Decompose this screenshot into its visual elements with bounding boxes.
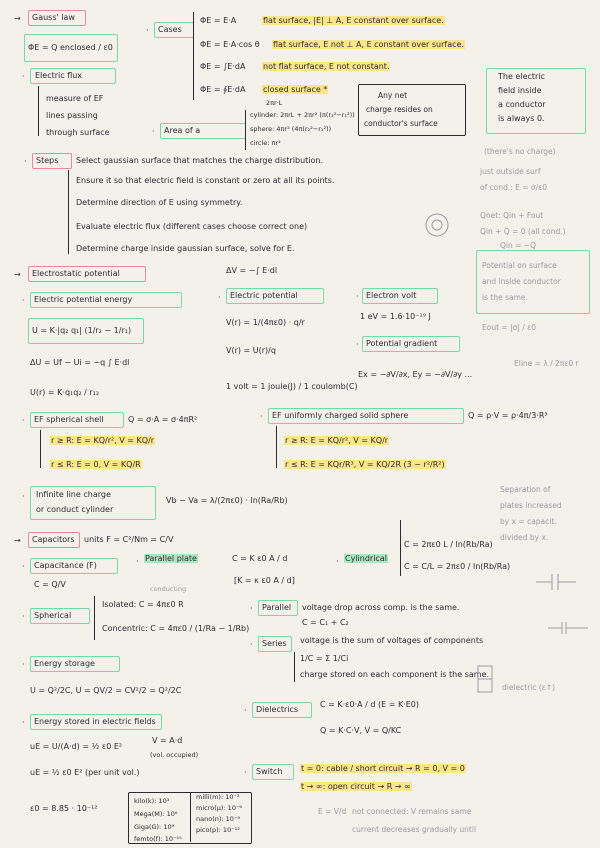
parallel-label: Parallel plate [145,554,197,563]
series-text-1: voltage is the sum of voltages of components [300,636,484,645]
prefix-milli: milli(m): 10⁻³ [196,793,240,801]
step-2: Ensure it so that electric field is constant or zero at all its points. [76,176,335,185]
series-label: Series [262,639,287,648]
line-label-2: or conduct cylinder [36,505,114,514]
pale-note-4: Qnet: Qin + Fout [480,211,544,220]
prefix-giga: Giga(G): 10⁹ [134,823,175,831]
energy-label: Electric potential energy [34,295,133,304]
arrow-icon: → [14,14,21,23]
dens-v: V = A·d [152,736,183,745]
e0-constant: ε0 = 8.85 · 10⁻¹² [30,804,98,813]
ev-label: Electron volt [366,291,417,300]
series-text-2: 1/C = Σ 1/Ci [300,654,349,663]
ep-label: Electric potential [230,291,298,300]
cases-label: Cases [158,25,182,34]
prefix-kilo: kilo(k): 10³ [134,797,170,805]
dens-formula2: uE = ½ ε0 E² (per unit vol.) [30,768,140,777]
solid-q: Q = ρ·V = ρ·4π/3·R³ [468,411,548,420]
flux-note-1: measure of EF [46,94,104,103]
du-formula: ΔU = Uf − Ui = −q ∫ E·dl [30,358,130,367]
cap-formula: C = Q/V [34,580,66,589]
shell-row-2: r ≤ R: E = 0, V = KQ/R [51,460,141,469]
step-4: Evaluate electric flux (different cases choose correct one) [76,222,308,231]
volt-formula: 1 volt = 1 joule(J) / 1 coulomb(C) [226,382,358,391]
pale-right-box [476,250,590,314]
prefix-nano: nano(n): 10⁻⁹ [196,815,240,823]
pale-note-6: Qin = −Q [500,241,536,250]
side-note-3: a conductor [498,100,546,109]
e-out: Eout = |σ| / ε0 [482,323,537,332]
side-note-2: field inside [498,86,542,95]
shell-row-1: r ≥ R: E = KQ/r², V = KQ/r [51,436,155,445]
grad-formula: Ex = −∂V/∂x, Ey = −∂V/∂y ... [358,370,473,379]
step-3: Determine direction of E using symmetry. [76,198,243,207]
flux-note-2: lines passing [46,111,98,120]
side-note-1: The electric [498,72,545,81]
shell-label: EF spherical shell [34,415,104,424]
arrow-icon: → [14,536,21,545]
sep-note-4: divided by x. [500,533,549,542]
energy-storage-formula: U = Q²/2C, U = QV/2 = CV²/2 = Q²/2C [30,686,182,695]
area-top: 2πr·L [266,99,283,107]
isolated-formula: Isolated: C = 4πε0 R [102,600,184,609]
capacitors-title: Capacitors [32,535,75,544]
any-net-3: conductor's surface [364,119,438,128]
energy-storage-label: Energy storage [34,659,95,668]
u-formula: U = K·|q₂ q₁| (1/r₂ − 1/r₁) [32,326,132,335]
flux-formula: ΦE = Q enclosed / ε0 [28,43,113,52]
solid-row-2: r ≤ R: E = KQr/R³, V = KQ/2R (3 − r²/R²) [285,460,445,469]
dens-label: Energy stored in electric fields [34,717,156,726]
dielectric-q: Q = K·C·V, V = Q/KC [320,726,402,735]
capacitors-units: units F = C²/Nm = C/V [84,535,174,544]
gauss-title: Gauss' law [32,13,75,22]
shell-q: Q = σ·A = σ·4πR² [128,415,198,424]
dens-formula: uE = U/(A·d) = ½ ε0 E² [30,742,123,751]
steps-label: Steps [36,156,59,165]
sep-note-3: by x = capacit. [500,517,557,526]
parallel-k: [K = κ ε0 A / d] [234,576,295,585]
pale-right-3: is the same. [482,293,528,302]
solid-label: EF uniformly charged solid sphere [272,411,409,420]
pale-note-1: (there's no charge) [484,147,556,156]
prefix-pico: pico(p): 10⁻¹² [196,826,240,834]
spherical-label: Spherical [34,611,72,620]
cyl-formula: C = 2πε0 L / ln(Rb/Ra) [404,540,493,549]
v-formula2: V(r) = U(r)/q [226,346,276,355]
pale-note-2: just outside surf [480,167,541,176]
potential-title: Electrostatic potential [32,269,120,278]
switch-row-2: t → ∞: open circuit → R → ∞ [301,782,411,791]
prefix-micro: micro(μ): 10⁻⁶ [196,804,242,812]
bottom-note-2: current decreases gradually until [352,825,477,834]
capacitor-symbol-icon [536,572,576,592]
case-2-note: flat surface, E not ⊥ A, E constant over surface. [273,40,464,49]
case-4-note: closed surface * [263,85,328,94]
cap-label: Capacitance (F) [34,561,97,570]
any-net-1: Any net [378,91,408,100]
prefix-femto: femto(f): 10⁻¹⁵ [134,835,182,843]
dielectric-side: dielectric (ε↑) [502,683,556,692]
case-3-note: not flat surface, E not constant. [263,62,390,71]
dielectric-formula: C = K·ε0·A / d (E = K·E0) [320,700,420,709]
area-sphere: sphere: 4πr² (4π(r₂²−r₁²)) [250,125,332,133]
grad-label: Potential gradient [366,339,438,348]
ev-side: E = V/d [318,807,347,816]
series-symbol-icon [548,620,588,636]
flux-note-3: through surface [46,128,110,137]
prefix-mega: Mega(M): 10⁶ [134,810,178,818]
ev-formula: 1 eV = 1.6·10⁻¹⁹ J [360,312,431,321]
parallel-formula: C = K ε0 A / d [232,554,288,563]
arrow-icon: → [14,270,21,279]
case-1-formula: ΦE = E·A [200,16,237,25]
dens-sub: (vol. occupied) [150,751,199,759]
v-formula: V(r) = 1/(4πε0) · q/r [226,318,305,327]
sphere-sketch-icon [424,212,450,238]
cyl-label: Cylindrical [345,554,387,563]
switch-label: Switch [256,767,283,776]
dielectric-label: Dielectrics [256,705,299,714]
area-circle: circle: πr² [250,139,281,147]
line-label-1: Infinite line charge [36,490,111,499]
bottom-note-1: not connected: V remains same [352,807,472,816]
parallel2-text-2: C = C₁ + C₂ [302,618,349,627]
case-2-formula: ΦE = E·A·cos θ [200,40,260,49]
area-label: Area of a [164,126,201,135]
case-4-formula: ΦE = ∮E·dA [200,85,246,94]
side-note-4: is always 0. [498,114,545,123]
potential-top-formula: ΔV = −∫ E·dl [226,266,278,275]
sep-note-1: Separation of [500,485,551,494]
parallel2-label: Parallel [262,603,292,612]
cyl-formula2: C = C/L = 2πε0 / ln(Rb/Ra) [404,562,511,571]
switch-row-1: t = 0: cable / short circuit → R = 0, V = 0 [301,764,465,773]
u-sum-formula: U(r) = K·q₁q₂ / r₁₂ [30,388,100,397]
e-line: Eline = λ / 2πε0 r [514,359,579,368]
pale-right-1: Potential on surface [482,261,557,270]
case-1-note: flat surface, |E| ⊥ A, E constant over surface. [263,16,444,25]
area-cylinder: cylinder: 2πrL + 2πr² (π(r₂²−r₁²)) [250,111,355,119]
line-formula: Vb − Va = λ/(2πε0) · ln(Ra/Rb) [166,496,288,505]
concentric-formula: Concentric: C = 4πε0 / (1/Ra − 1/Rb) [102,624,250,633]
electric-flux-label: Electric flux [35,71,83,80]
step-1: Select gaussian surface that matches the charge distribution. [76,156,324,165]
case-3-formula: ΦE = ∫E·dA [200,62,246,71]
isolated-note: conducting [150,585,187,593]
series-text-3: charge stored on each component is the same. [300,670,489,679]
dielectric-capacitor-icon [474,660,496,698]
parallel2-text-1: voltage drop across comp. is the same. [302,603,460,612]
step-5: Determine charge inside gaussian surface, solve for E. [76,244,295,253]
any-net-2: charge resides on [366,105,433,114]
pale-note-3: of cond.: E = σ/ε0 [480,183,548,192]
solid-row-1: r ≥ R: E = KQ/r², V = KQ/r [285,436,389,445]
sep-note-2: plates increased [500,501,562,510]
pale-right-2: and inside conductor [482,277,561,286]
pale-note-5: Qin + Q = 0 (all cond.) [480,227,566,236]
